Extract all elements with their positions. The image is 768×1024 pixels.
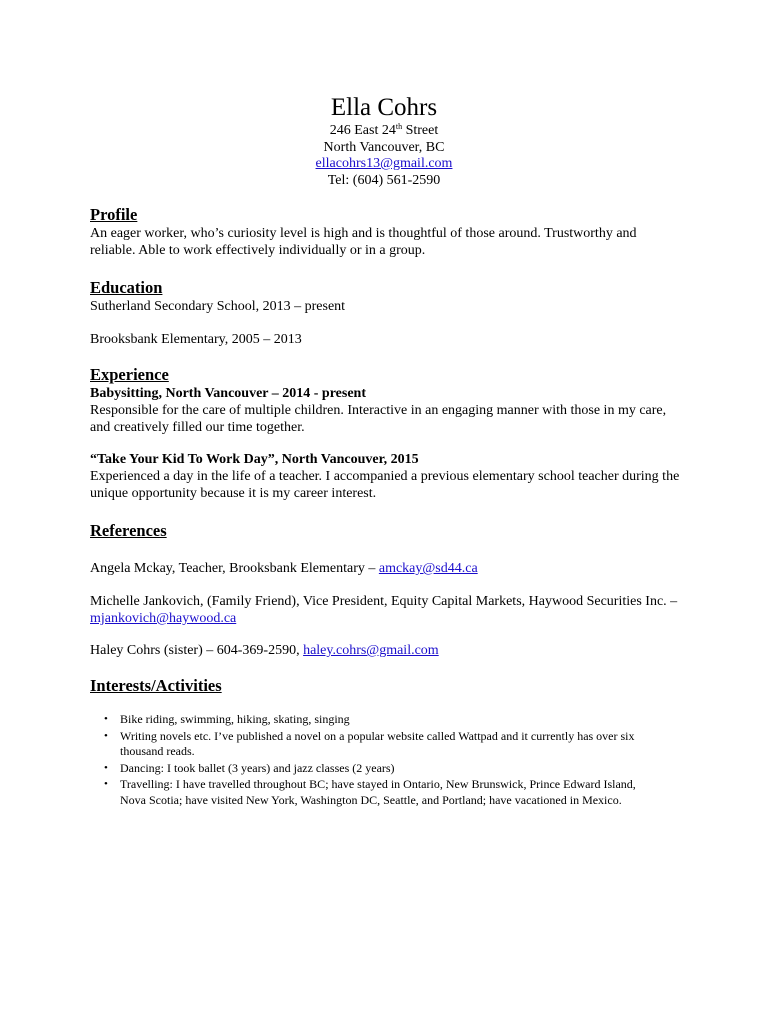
education-heading: Education [90,278,163,297]
address-street: Street [402,123,439,138]
profile-text-line: An eager worker, who’s curiosity level is high and is thoughtful of those around. Trustworthy and [90,226,637,241]
email-link[interactable]: ellacohrs13@gmail.com [315,156,453,171]
interest-item [90,729,700,760]
job-description-line: and creatively filled our time together. [90,420,305,435]
bullet-icon: • [104,761,108,774]
reference-item [90,560,690,577]
reference-text: Haley Cohrs (sister) – 604-369-2590, [90,643,304,658]
job-title: “Take Your Kid To Work Day”, North Vancouver, 2015 [90,452,419,467]
job-title: Babysitting, North Vancouver – 2014 - present [90,386,367,401]
job-description-line: unique opportunity because it is my career interest. [90,486,377,501]
applicant-name: Ella Cohrs [330,94,438,121]
bullet-icon: • [104,713,108,725]
address-number: 246 East 24 [329,123,396,138]
education-item: Brooksbank Elementary, 2005 – 2013 [90,332,302,347]
experience-section [90,365,690,502]
interest-text: Travelling: I have travelled throughout BC; have stayed in Ontario, New Brunswick, Prince Edward Island, [120,777,636,791]
reference-item [90,642,690,659]
reference-email-link[interactable]: haley.cohrs@gmail.com [303,643,439,658]
reference-text: Angela Mckay, Teacher, Brooksbank Elementary – [90,561,379,576]
interests-section [90,676,700,809]
interest-text: thousand reads. [120,744,195,758]
bullet-icon: • [104,729,108,742]
reference-email-line [90,610,690,627]
interest-item [90,712,700,728]
interest-item [90,761,700,777]
interest-text: Dancing: I took ballet (3 years) and jazz classes (2 years) [120,760,395,775]
job-description-line: Responsible for the care of multiple children. Interactive in an engaging manner with those in my care, [90,403,667,418]
bullet-icon: • [104,778,108,790]
profile-section [90,205,690,259]
interest-item [90,777,700,808]
phone-line: Tel: (604) 561-2590 [327,172,441,188]
address-ordinal-suffix: th [395,122,403,131]
interest-text: Writing novels etc. I’ve published a novel on a popular website called Wattpad and it currently has over six [120,728,635,743]
job-description-line: Experienced a day in the life of a teacher. I accompanied a previous elementary school teacher during the [90,469,680,484]
interest-text: Nova Scotia; have visited New York, Washington DC, Seattle, and Portland; have vacationed in Mexico. [120,792,622,807]
resume-header [0,93,768,189]
interest-text: Bike riding, swimming, hiking, skating, singing [120,712,350,726]
email-line [0,156,768,173]
interests-heading: Interests/Activities [90,676,222,695]
profile-heading: Profile [90,205,138,224]
profile-text-line: reliable. Able to work effectively individually or in a group. [90,243,426,258]
references-heading: References [90,521,167,540]
references-section [90,521,690,659]
street-address [0,123,768,140]
education-item: Sutherland Secondary School, 2013 – present [90,299,346,314]
interests-list [90,712,700,808]
city-line: North Vancouver, BC [323,139,445,155]
education-section [90,278,690,348]
experience-heading: Experience [90,365,169,384]
reference-email-link[interactable]: amckay@sd44.ca [378,561,478,576]
reference-email-link[interactable]: mjankovich@haywood.ca [90,611,237,626]
reference-item: Michelle Jankovich, (Family Friend), Vice President, Equity Capital Markets, Haywood Securities Inc. – [90,594,678,609]
